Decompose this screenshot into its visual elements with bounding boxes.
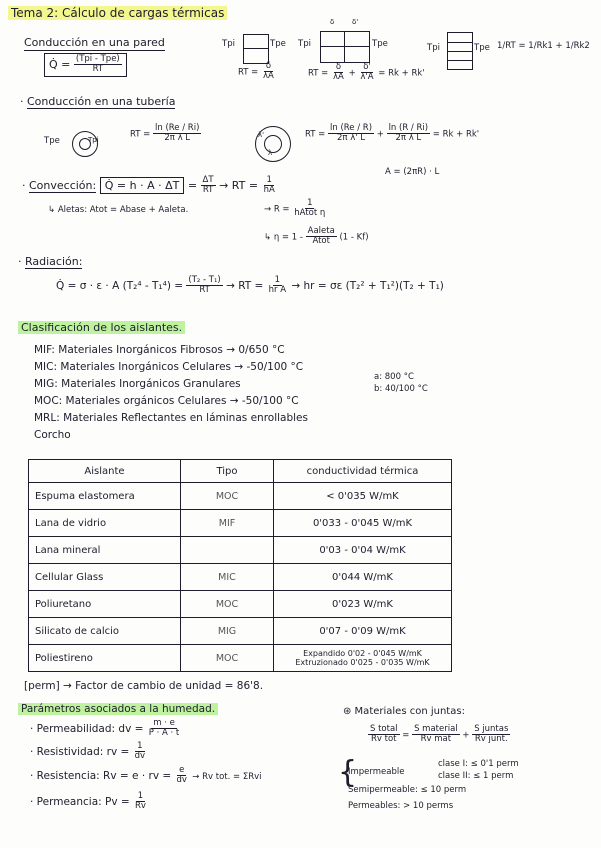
cell-tipo: MIG: [181, 618, 274, 645]
col-header-tipo: Tipo: [181, 460, 274, 483]
label-delta: δ: [330, 18, 335, 26]
cell-conductividad: 0'07 - 0'09 W/mK: [274, 618, 452, 645]
label-tpe-tuberia: Tpe: [44, 136, 60, 146]
conductividad-expandido: Expandido 0'02 - 0'045 W/mK: [303, 648, 422, 658]
heading-conduccion-pared: Conducción en una pared: [24, 36, 165, 49]
clasificacion-item: MIF: Materiales Inorgánicos Fibrosos → 0/650 °C: [34, 344, 285, 356]
heading-radiacion: · Radiación:: [18, 255, 83, 268]
mig-range-a: a: 800 °C: [374, 372, 414, 382]
clasificacion-item: Corcho: [34, 429, 71, 441]
cell-aislante: Silicato de calcio: [29, 618, 181, 645]
cell-aislante: Cellular Glass: [29, 564, 181, 591]
table-row: [29, 483, 452, 510]
formula-resistencia: · Resistencia: Rv = e · rv = $\frac{e}{dv}$ → Rv tot. = ΣRvi: [30, 765, 262, 786]
label-delta-prime: δ': [352, 18, 359, 26]
label-tpe-1: Tpe: [270, 39, 286, 49]
col-header-conductividad: conductividad térmica: [274, 460, 452, 483]
label-lambda: λ: [268, 149, 273, 157]
cell-tipo: MOC: [181, 645, 274, 672]
cell-conductividad: 0'033 - 0'045 W/mK: [274, 510, 452, 537]
conductividad-extruzionado: Extruzionado 0'025 - 0'035 W/mK: [295, 658, 430, 667]
table-row: [29, 537, 452, 564]
cell-conductividad-multi: [274, 645, 452, 672]
table-row: [29, 618, 452, 645]
cell-tipo: MIC: [181, 564, 274, 591]
formula-juntas: $\frac{\text{S total}}{\text{Rv tot}}$ = $\frac{\text{S material}}{\text{Rv mat}}$ + $\frac{\text{S juntas}}{\text{Rv junt.}}$: [370, 724, 509, 745]
cell-tipo: MIF: [181, 510, 274, 537]
cell-conductividad: 0'023 W/mK: [274, 591, 452, 618]
cell-conductividad: 0'044 W/mK: [274, 564, 452, 591]
table-row: [29, 510, 452, 537]
aislantes-table: [28, 459, 452, 672]
cell-tipo: MOC: [181, 483, 274, 510]
formula-r-aleta: → R = $\frac{1}{\text{hAtot η}}$: [264, 198, 326, 219]
wall-diagram-double: [320, 31, 370, 63]
clasificacion-item: MRL: Materiales Reflectantes en láminas enrollables: [34, 412, 308, 424]
label-tpi-3: Tpi: [427, 43, 440, 53]
heading-clasificacion: Clasificación de los aislantes.: [18, 322, 185, 335]
cell-conductividad: < 0'035 W/mK: [274, 483, 452, 510]
label-lambda-prime: λ': [258, 131, 265, 139]
formula-rt-pared-serie: RT = $\frac{\delta}{\lambda A}$ + $\frac{\delta'}{\lambda'A}$ = Rk + Rk': [308, 62, 425, 83]
table-row: [29, 564, 452, 591]
label-tpe-2: Tpe: [372, 39, 388, 49]
label-impermeable: Impermeable: [348, 767, 405, 777]
clasificacion-item: MIG: Materiales Inorgánicos Granulares: [34, 378, 241, 390]
aletas-line: ↳ Aletas: Atot = Abase + Aaleta.: [48, 205, 189, 215]
label-tpi-1: Tpi: [222, 39, 235, 49]
perm-note: [perm] → Factor de cambio de unidad = 86'8.: [24, 680, 264, 692]
wall-diagram-parallel: [447, 32, 473, 70]
clasificacion-item: MIC: Materiales Inorgánicos Celulares → -50/100 °C: [34, 361, 304, 373]
table-row: [29, 591, 452, 618]
table-header-row: [29, 460, 452, 483]
curly-brace: {: [338, 755, 358, 790]
formula-eta: ↳ η = 1 - $\frac{\text{Aaleta}}{\text{Atot}}$ (1 - Kf): [264, 226, 369, 247]
cell-aislante: Lana de vidrio: [29, 510, 181, 537]
convection-line: · Convección: Q̇ = h · A · ΔT = $\frac{\Delta T}{RT}$ → RT = $\frac{1}{hA}$: [22, 175, 275, 196]
cell-conductividad: 0'03 - 0'04 W/mK: [274, 537, 452, 564]
mig-range-b: b: 40/100 °C: [374, 384, 428, 394]
label-permeables: Permeables: > 10 perms: [348, 801, 454, 811]
label-semipermeable: Semipermeable: ≤ 10 perm: [348, 785, 467, 795]
formula-conduccion-pared: Q̇ = $\frac{\text{(Tpi - Tpe)}}{RT}$: [44, 53, 127, 77]
formula-rt-pared-paralelo: 1/RT = 1/Rk1 + 1/Rk2: [497, 41, 590, 51]
formula-permeancia: · Permeancia: Pv = $\frac{1}{Rv}$: [30, 791, 146, 812]
cell-tipo: MOC: [181, 591, 274, 618]
cell-tipo: [181, 537, 274, 564]
col-header-aislante: Aislante: [29, 460, 181, 483]
cell-aislante: Poliuretano: [29, 591, 181, 618]
formula-resistividad: · Resistividad: rv = $\frac{1}{dv}$: [30, 741, 146, 762]
table-row: [29, 645, 452, 672]
formula-permeabilidad: · Permeabilidad: dv = $\frac{m \cdot e}{P \cdot A \cdot t}$: [30, 718, 180, 739]
cell-aislante: Espuma elastomera: [29, 483, 181, 510]
formula-rt-tuberia: RT = $\frac{\ln (Re / Ri)}{\text{2π λ L}}$: [130, 123, 200, 144]
pipe-diagram-double-inner: [264, 135, 282, 153]
label-clase1: clase I: ≤ 0'1 perm: [438, 759, 519, 769]
page-title: Tema 2: Cálculo de cargas térmicas: [8, 7, 227, 21]
formula-area: A = (2πR) · L: [385, 167, 440, 177]
formula-rt-tuberia-serie: RT = $\frac{\ln (Re / R)}{\text{2π λ' L}}$ + $\frac{\ln (R / Ri)}{\text{2π λ L}}$ = Rk + Rk': [305, 123, 480, 144]
clasificacion-item: MOC: Materiales orgánicos Celulares → -50/100 °C: [34, 395, 299, 407]
cell-aislante: Lana mineral: [29, 537, 181, 564]
label-clase2: clase II: ≤ 1 perm: [438, 771, 514, 781]
heading-juntas: ⊛ Materiales con juntas:: [343, 706, 465, 717]
heading-conduccion-tuberia: · Conducción en una tubería: [20, 95, 176, 108]
formula-rt-pared: RT = $\frac{\delta}{\lambda A}$: [238, 61, 274, 82]
label-tpi-tuberia: Tpi: [88, 136, 99, 144]
wall-diagram-single: [243, 34, 269, 64]
label-tpe-3: Tpe: [474, 43, 490, 53]
heading-humedad: Parámetros asociados a la humedad.: [18, 703, 218, 715]
formula-radiacion: Q̇ = σ · ε · A (T₂⁴ - T₁⁴) = $\frac{\text{(T₂ - T₁)}}{RT}$ → RT = $\frac{1}{\text{hr A}}$ → hr = σε (T₂² + T₁²)(T₂ + T₁): [56, 275, 444, 296]
cell-aislante: Poliestireno: [29, 645, 181, 672]
label-tpi-2: Tpi: [298, 39, 311, 49]
